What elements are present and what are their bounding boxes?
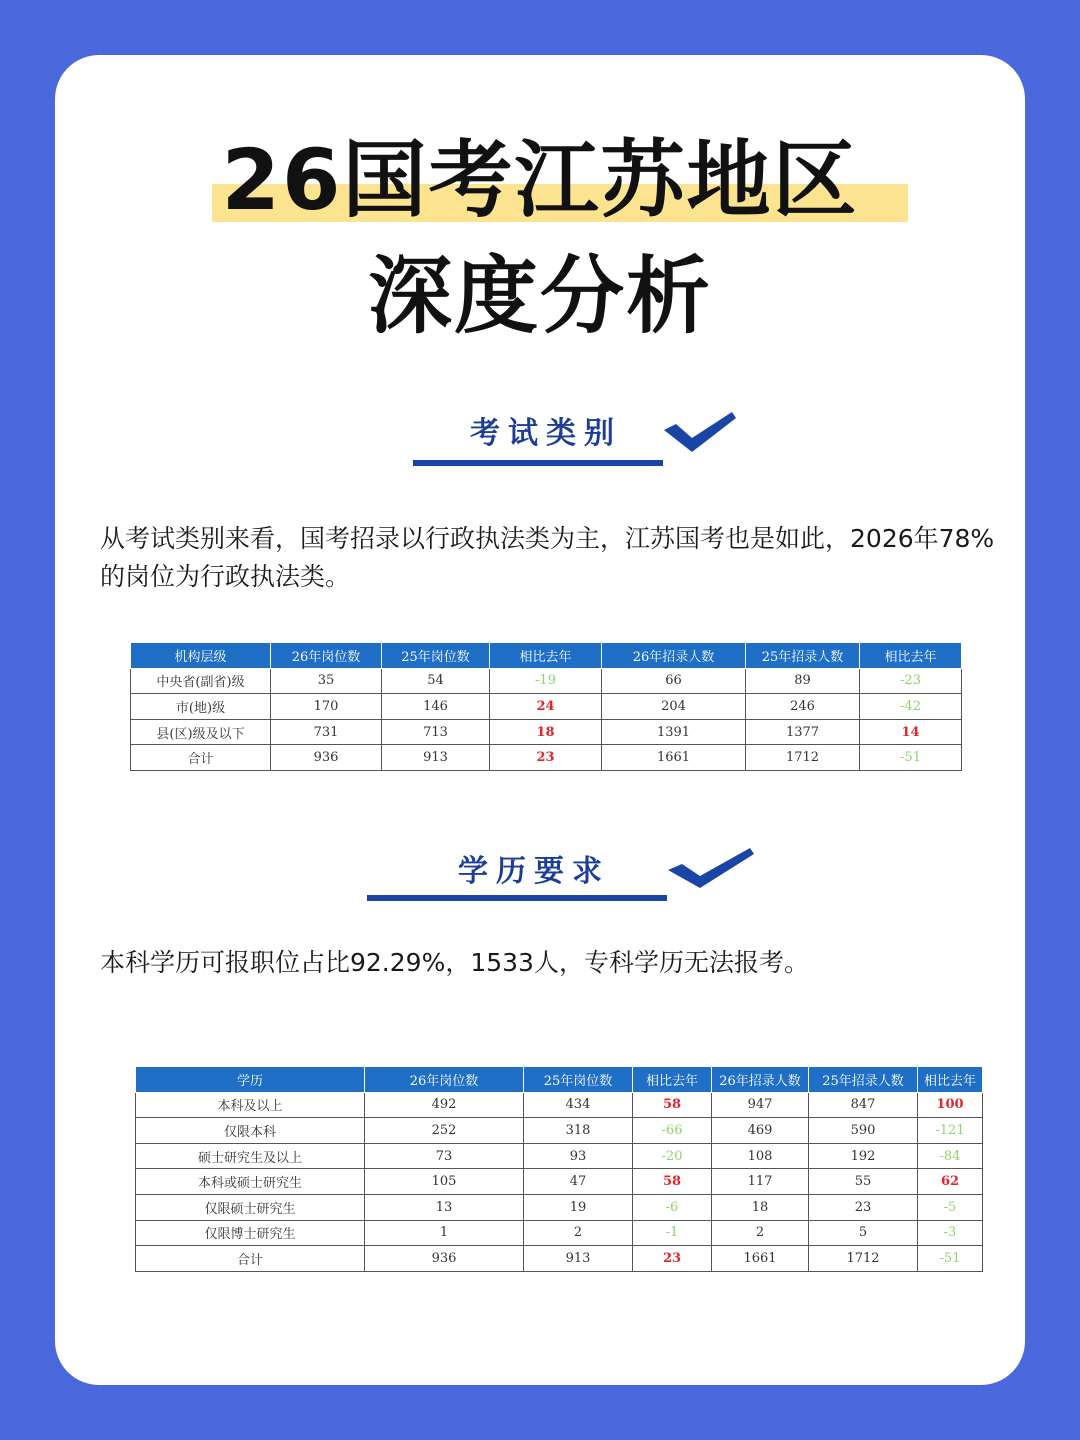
table-cell: 23: [490, 745, 602, 771]
table-cell: -66: [633, 1118, 712, 1144]
table-header-row: [131, 643, 962, 669]
table-cell: 2: [712, 1220, 809, 1246]
table-cell: 713: [382, 719, 490, 745]
table-cell: -20: [633, 1143, 712, 1169]
table-row: [136, 1246, 983, 1272]
table-row: [136, 1220, 983, 1246]
column-header: 相比去年: [918, 1067, 983, 1093]
section-underline: [413, 460, 663, 466]
table-cell: 23: [809, 1194, 918, 1220]
table-cell: 936: [365, 1246, 524, 1272]
table-cell: 14: [860, 719, 962, 745]
table-cell: 105: [365, 1169, 524, 1195]
table-cell: 58: [633, 1169, 712, 1195]
table-cell: 947: [712, 1092, 809, 1118]
table-cell: 913: [382, 745, 490, 771]
table-cell: 24: [490, 694, 602, 720]
table-cell: 35: [271, 668, 382, 694]
exam-category-table: [130, 642, 962, 771]
table-cell: 58: [633, 1092, 712, 1118]
table-row: [136, 1194, 983, 1220]
table-cell: 252: [365, 1118, 524, 1144]
column-header: 25年岗位数: [382, 643, 490, 669]
page-title-line-1: 26国考江苏地区: [221, 131, 859, 229]
checkmark-icon: [666, 846, 756, 890]
table-cell: 仅限硕士研究生: [136, 1194, 365, 1220]
table-cell: -51: [860, 745, 962, 771]
table-cell: -51: [918, 1246, 983, 1272]
table-cell: 47: [524, 1169, 633, 1195]
table-row: [131, 668, 962, 694]
table-cell: 469: [712, 1118, 809, 1144]
table-cell: 18: [490, 719, 602, 745]
table-cell: -19: [490, 668, 602, 694]
table-cell: 590: [809, 1118, 918, 1144]
table-cell: 23: [633, 1246, 712, 1272]
education-paragraph: 本科学历可报职位占比92.29%，1533人，专科学历无法报考。: [100, 948, 809, 977]
table-row: [131, 719, 962, 745]
table-cell: 县(区)级及以下: [131, 719, 271, 745]
table-cell: 本科或硕士研究生: [136, 1169, 365, 1195]
table-row: [131, 694, 962, 720]
table-cell: 73: [365, 1143, 524, 1169]
table-cell: 731: [271, 719, 382, 745]
table-cell: 1391: [602, 719, 746, 745]
table-cell: 117: [712, 1169, 809, 1195]
table-cell: 本科及以上: [136, 1092, 365, 1118]
table-cell: 434: [524, 1092, 633, 1118]
table-cell: 66: [602, 668, 746, 694]
table-cell: -84: [918, 1143, 983, 1169]
table-cell: 5: [809, 1220, 918, 1246]
column-header: 学历: [136, 1067, 365, 1093]
table-cell: 1661: [602, 745, 746, 771]
table-cell: -23: [860, 668, 962, 694]
table-cell: 318: [524, 1118, 633, 1144]
table-cell: 55: [809, 1169, 918, 1195]
table-cell: 中央省(副省)级: [131, 668, 271, 694]
column-header: 25年招录人数: [809, 1067, 918, 1093]
column-header: 机构层级: [131, 643, 271, 669]
section-title-exam-category: 考试类别: [470, 416, 622, 451]
table-row: [136, 1092, 983, 1118]
table-cell: 192: [809, 1143, 918, 1169]
table-cell: 100: [918, 1092, 983, 1118]
table-cell: 合计: [131, 745, 271, 771]
education-table: [135, 1066, 983, 1272]
exam-category-paragraph: 从考试类别来看，国考招录以行政执法类为主，江苏国考也是如此，2026年78%的岗位为行政执法类。: [100, 524, 995, 591]
table-cell: 492: [365, 1092, 524, 1118]
table-cell: 1661: [712, 1246, 809, 1272]
table-cell: 1712: [809, 1246, 918, 1272]
table-cell: 硕士研究生及以上: [136, 1143, 365, 1169]
column-header: 26年岗位数: [271, 643, 382, 669]
table-header-row: [136, 1067, 983, 1093]
table-cell: 204: [602, 694, 746, 720]
table-row: [131, 745, 962, 771]
page-title-line-2: 深度分析: [367, 247, 712, 345]
table-cell: -6: [633, 1194, 712, 1220]
table-cell: 89: [746, 668, 860, 694]
table-cell: 18: [712, 1194, 809, 1220]
table-cell: 62: [918, 1169, 983, 1195]
table-row: [136, 1143, 983, 1169]
column-header: 相比去年: [490, 643, 602, 669]
table-cell: 54: [382, 668, 490, 694]
table-cell: 146: [382, 694, 490, 720]
column-header: 25年岗位数: [524, 1067, 633, 1093]
table-cell: -5: [918, 1194, 983, 1220]
table-cell: 1712: [746, 745, 860, 771]
table-row: [136, 1169, 983, 1195]
column-header: 相比去年: [633, 1067, 712, 1093]
table-cell: -121: [918, 1118, 983, 1144]
table-cell: 93: [524, 1143, 633, 1169]
column-header: 26年招录人数: [712, 1067, 809, 1093]
table-cell: 仅限本科: [136, 1118, 365, 1144]
table-cell: 913: [524, 1246, 633, 1272]
column-header: 26年招录人数: [602, 643, 746, 669]
column-header: 26年岗位数: [365, 1067, 524, 1093]
table-cell: -3: [918, 1220, 983, 1246]
table-cell: 936: [271, 745, 382, 771]
table-cell: 仅限博士研究生: [136, 1220, 365, 1246]
table-cell: 108: [712, 1143, 809, 1169]
table-cell: 246: [746, 694, 860, 720]
section-underline: [367, 895, 667, 901]
table-row: [136, 1118, 983, 1144]
column-header: 相比去年: [860, 643, 962, 669]
table-cell: -42: [860, 694, 962, 720]
table-cell: 13: [365, 1194, 524, 1220]
table-cell: 2: [524, 1220, 633, 1246]
table-cell: 1: [365, 1220, 524, 1246]
table-cell: -1: [633, 1220, 712, 1246]
table-cell: 170: [271, 694, 382, 720]
table-cell: 847: [809, 1092, 918, 1118]
table-cell: 合计: [136, 1246, 365, 1272]
table-cell: 市(地)级: [131, 694, 271, 720]
column-header: 25年招录人数: [746, 643, 860, 669]
checkmark-icon: [662, 408, 738, 454]
table-cell: 19: [524, 1194, 633, 1220]
table-cell: 1377: [746, 719, 860, 745]
section-title-education: 学历要求: [458, 854, 610, 889]
